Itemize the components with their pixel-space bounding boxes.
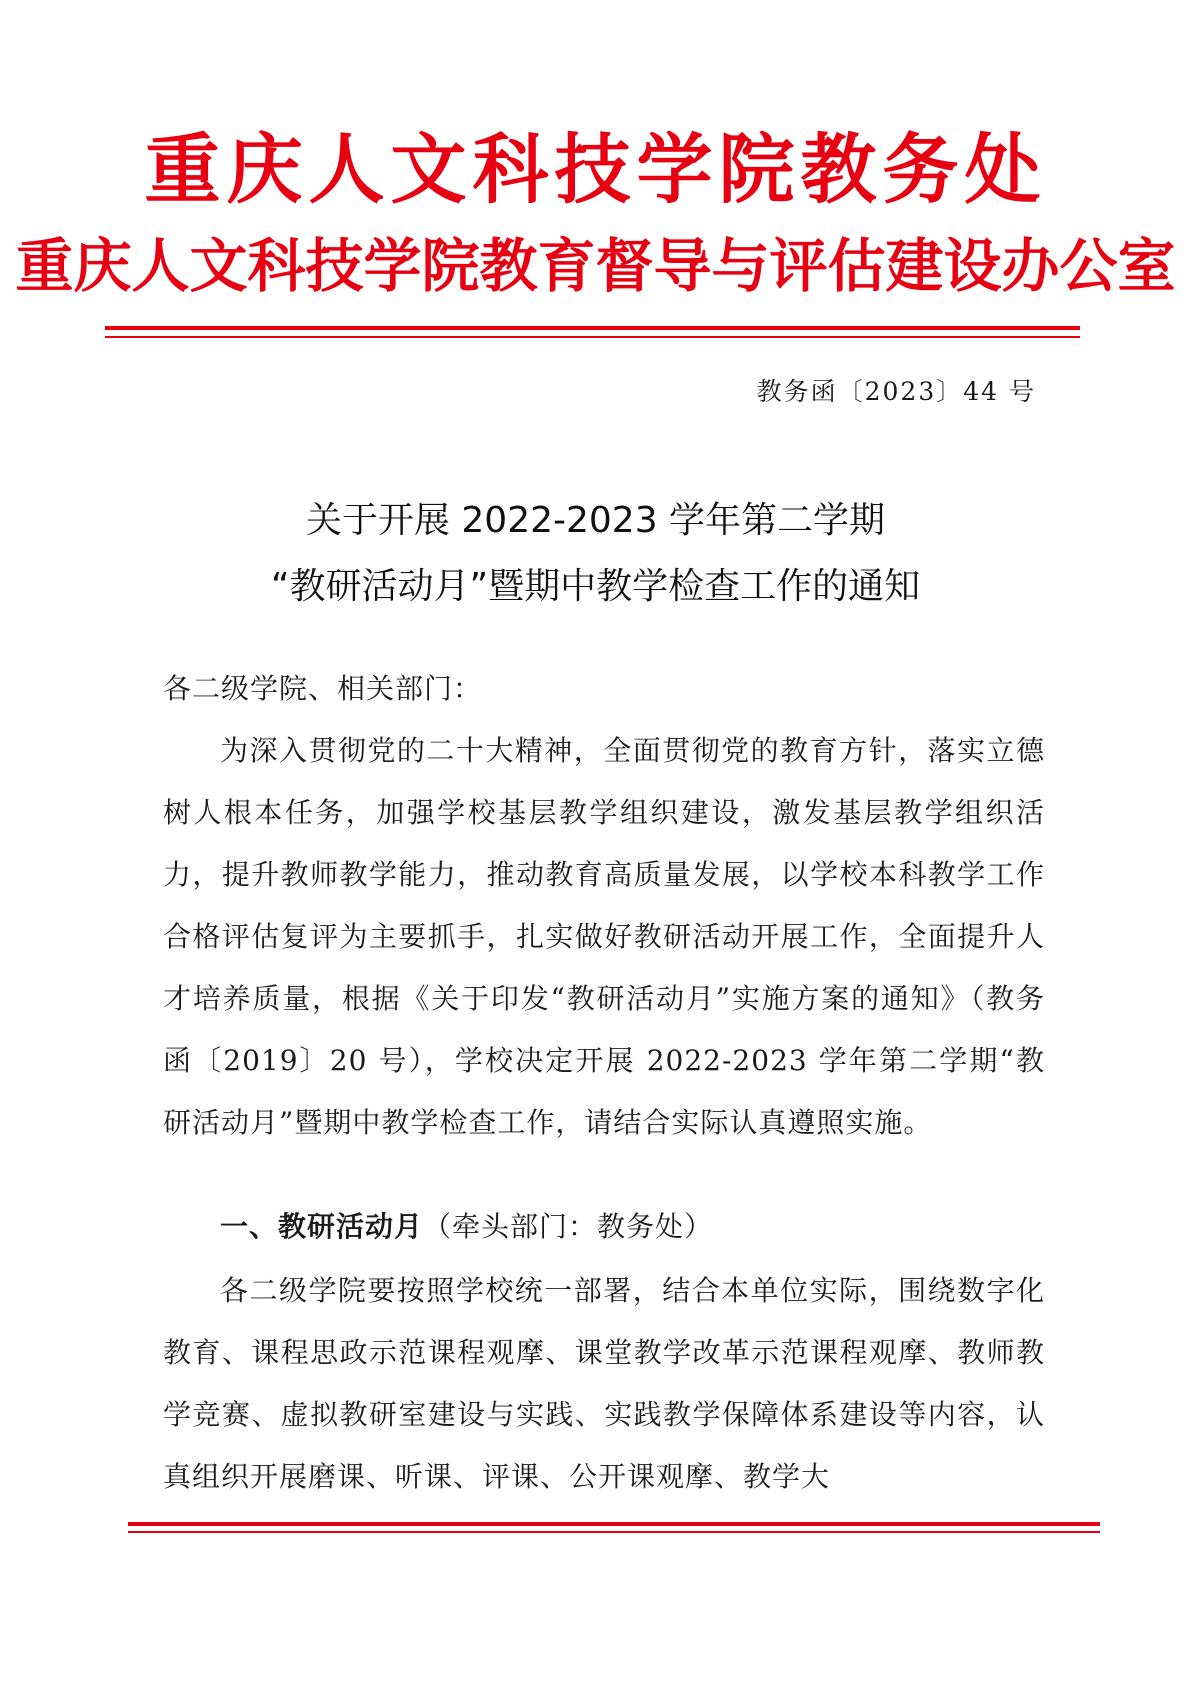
salutation: 各二级学院、相关部门： [163, 672, 483, 705]
document-title-line-2: “教研活动月”暨期中教学检查工作的通知 [270, 566, 921, 607]
document-number: 教务函〔2023〕44 号 [756, 377, 1036, 406]
document-title-line-1: 关于开展 2022-2023 学年第二学期 [305, 500, 886, 541]
header-red-rule-thin [105, 336, 1080, 338]
body-paragraph-1: 为深入贯彻党的二十大精神，全面贯彻党的教育方针，落实立德树人根本任务，加强学校基层教学组织建设，激发基层教学组织活力，提升教师教学能力，推动教育高质量发展，以学校本科教学工作合格评估复评为主要抓手，扎实做好教研活动开展工作，全面提升人才培养质量，根据《关于印发“教研活动月”实施方案的通知》（教务函〔2019〕20 号），学校决定开展 2022-2023 学年第二学期“教研活动月”暨期中教学检查工作，请结合实际认真遵照实施。 [163, 734, 1045, 1139]
header-red-rule-thick [105, 326, 1080, 330]
section-heading-1-title: 一、教研活动月 [220, 1210, 424, 1243]
section-heading-1-lead-dept: （牵头部门：教务处） [423, 1210, 714, 1243]
section-heading-1 [220, 1196, 1102, 1258]
footer-red-rule-thin [128, 1531, 1100, 1533]
body-paragraph-2: 各二级学院要按照学校统一部署，结合本单位实际，围绕数字化教育、课程思政示范课程观摩、课堂教学改革示范课程观摩、教师教学竞赛、虚拟教研室建设与实践、实践教学保障体系建设等内容，认真组织开展磨课、听课、评课、公开课观摩、教学大 [163, 1274, 1045, 1493]
footer-red-rule-thick [128, 1522, 1100, 1526]
issuing-org-line-2: 重庆人文科技学院教育督导与评估建设办公室 [15, 232, 1176, 300]
issuing-org-line-1: 重庆人文科技学院教务处 [144, 125, 1047, 214]
